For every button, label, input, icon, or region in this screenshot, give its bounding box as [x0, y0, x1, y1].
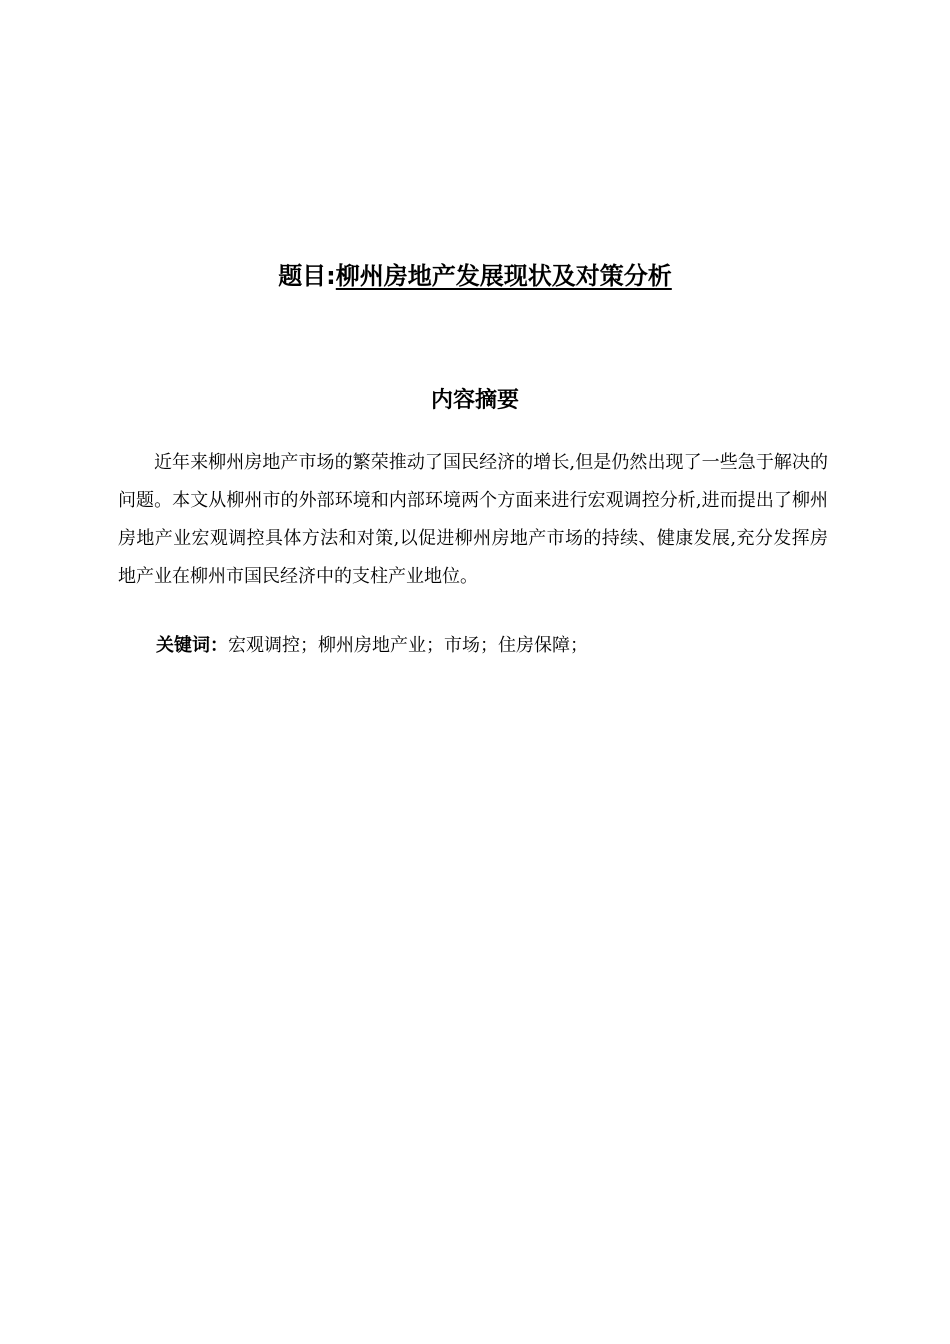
keywords-text: 宏观调控；柳州房地产业；市场；住房保障；: [228, 635, 588, 656]
title-topic: 柳州房地产发展现状及对策分析: [335, 262, 672, 290]
keywords-line: [156, 628, 836, 664]
keywords-label: 关键词：: [156, 635, 228, 656]
abstract-body: 近年来柳州房地产市场的繁荣推动了国民经济的增长,但是仍然出现了一些急于解决的问题。本文从柳州市的外部环境和内部环境两个方面来进行宏观调控分析,进而提出了柳州房地产业宏观调控具体方法和对策,以促进柳州房地产市场的持续、健康发展,充分发挥房地产业在柳州市国民经济中的支柱产业地位。: [118, 452, 828, 587]
abstract-heading: 内容摘要: [430, 388, 519, 413]
title-prefix: 题目:: [278, 262, 336, 290]
document-title: [0, 258, 950, 294]
